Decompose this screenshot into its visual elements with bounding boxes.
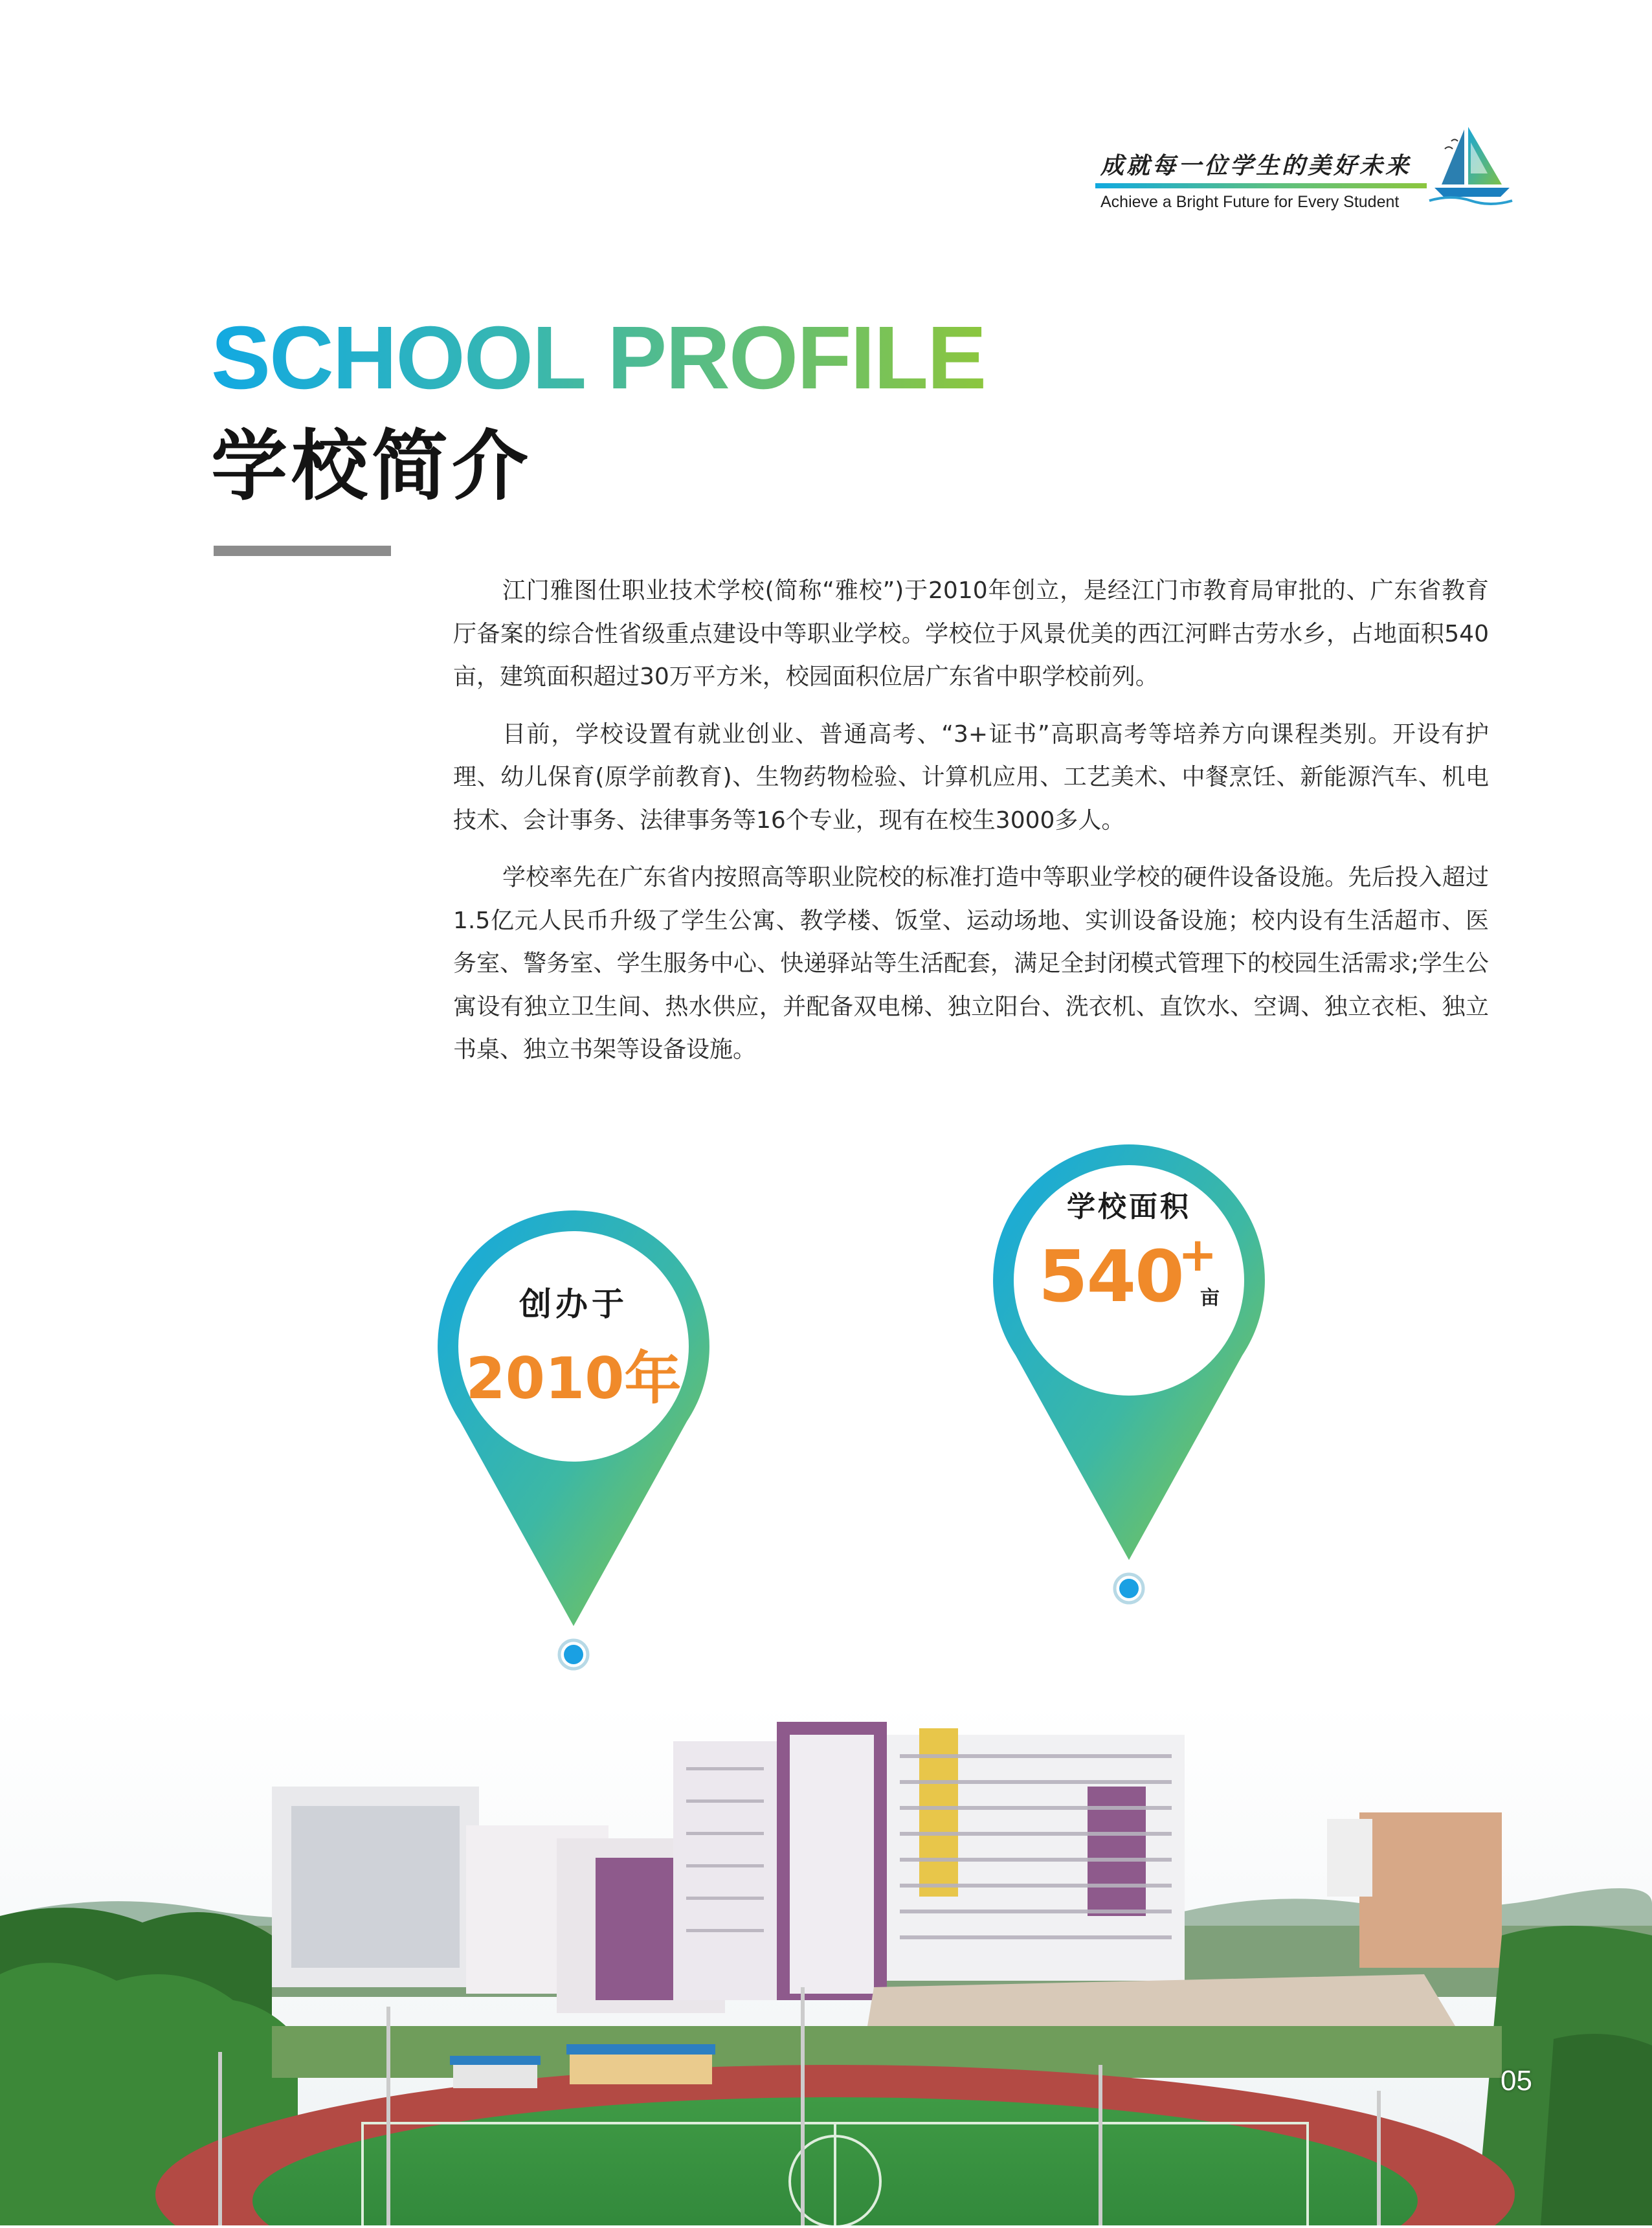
area-pin xyxy=(993,1144,1265,1630)
founded-label: 创办于 xyxy=(519,1286,628,1323)
title-divider xyxy=(214,546,391,556)
area-value: 540 xyxy=(1038,1235,1183,1318)
area-label: 学校面积 xyxy=(1067,1190,1191,1223)
paragraph: 江门雅图仕职业技术学校(简称“雅校”)于2010年创立，是经江门市教育局审批的、广东省教育厅备案的综合性省级重点建设中等职业学校。学校位于风景优美的西江河畔古劳水乡，占地面积540亩，建筑面积超过30万平方米，校园面积位居广东省中职学校前列。 xyxy=(453,577,1489,690)
page-title-english: SCHOOL PROFILE xyxy=(211,308,986,408)
tagline-chinese: 成就每一位学生的美好未来 xyxy=(1100,152,1412,179)
area-unit: 亩 xyxy=(1200,1287,1220,1309)
founded-pin xyxy=(438,1210,709,1696)
paragraph: 目前，学校设置有就业创业、普通高考、“3+证书”高职高考等培养方向课程类别。开设有护理、幼儿保育(原学前教育)、生物药物检验、计算机应用、工艺美术、中餐烹饪、新能源汽车、机电技术、会计事务、法律事务等16个专业，现有在校生3000多人。 xyxy=(453,720,1489,834)
tagline-english: Achieve a Bright Future for Every Student xyxy=(1100,193,1400,211)
tagline-divider xyxy=(1095,183,1427,188)
sailboat-logo-icon xyxy=(1425,123,1516,207)
page-title-chinese: 学校简介 xyxy=(211,421,533,511)
page-number: 05 xyxy=(1501,2065,1532,2097)
founded-value: 2010年 xyxy=(465,1345,682,1412)
campus-aerial-photo xyxy=(0,1702,1652,2225)
area-plus-sign: + xyxy=(1178,1227,1218,1282)
paragraph: 学校率先在广东省内按照高等职业院校的标准打造中等职业学校的硬件设备设施。先后投入超过1.5亿元人民币升级了学生公寓、教学楼、饭堂、运动场地、实训设备设施；校内设有生活超市、医务室、警务室、学生服务中心、快递驿站等生活配套，满足全封闭模式管理下的校园生活需求;学生公寓设有独立卫生间、热水供应，并配备双电梯、独立阳台、洗衣机、直饮水、空调、独立衣柜、独立书桌、独立书架等设备设施。 xyxy=(453,864,1489,1063)
school-profile-text xyxy=(453,570,1489,1086)
